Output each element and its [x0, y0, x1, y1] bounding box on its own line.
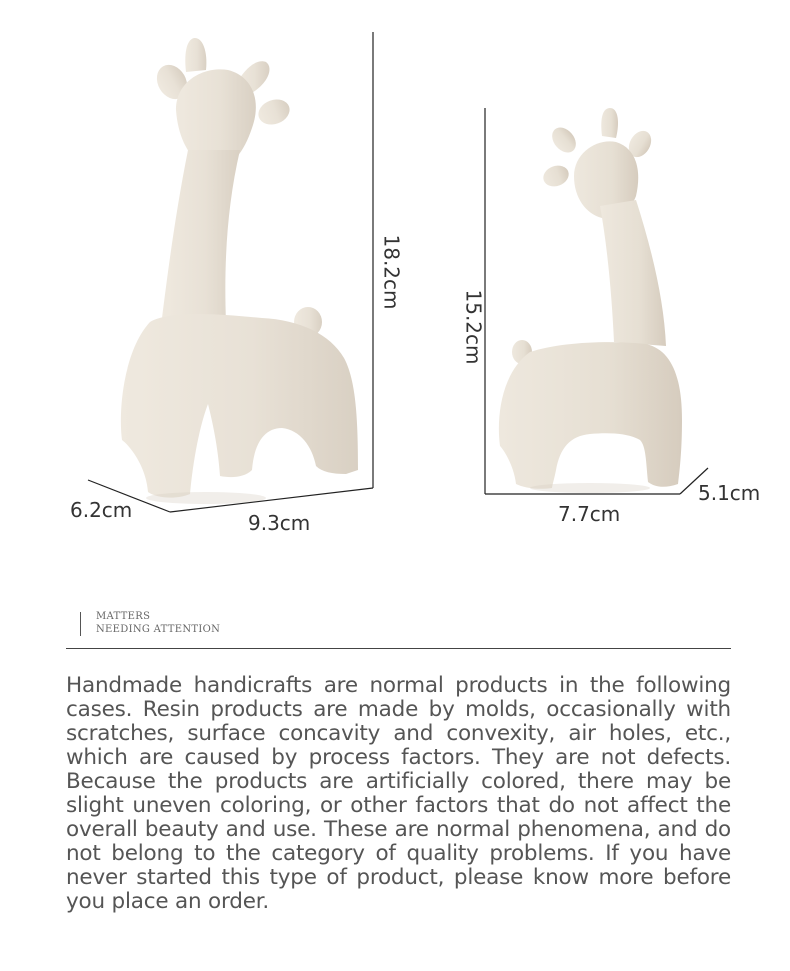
large-depth-label: 6.2cm: [70, 498, 133, 522]
small-depth-label: 5.1cm: [698, 481, 761, 505]
small-giraffe-figurine: [499, 108, 682, 493]
large-width-label: 9.3cm: [248, 511, 311, 535]
notice-divider: [66, 648, 731, 649]
large-giraffe-figurine: [121, 38, 358, 504]
notice-accent-bar: [80, 612, 81, 636]
large-height-label: 18.2cm: [379, 234, 404, 310]
small-width-label: 7.7cm: [558, 502, 621, 526]
notice-label-line2: NEEDING ATTENTION: [96, 624, 221, 635]
small-height-label: 15.2cm: [461, 289, 486, 365]
notice-body-text: Handmade handicrafts are normal products in the following cases. Resin products are made by molds, occasionally with scratches, surface concavity and convexity, air holes, etc., which are caused by process factors. They are not defects. Because the products are artificially colored, there may be slight uneven coloring, or other factors that do not affect the overall beauty and use. These are normal phenomena, and do not belong to the category of quality problems. If you have never started this type of product, please know more before you place an order.: [66, 673, 731, 914]
notice-label-line1: MATTERS: [96, 611, 151, 622]
